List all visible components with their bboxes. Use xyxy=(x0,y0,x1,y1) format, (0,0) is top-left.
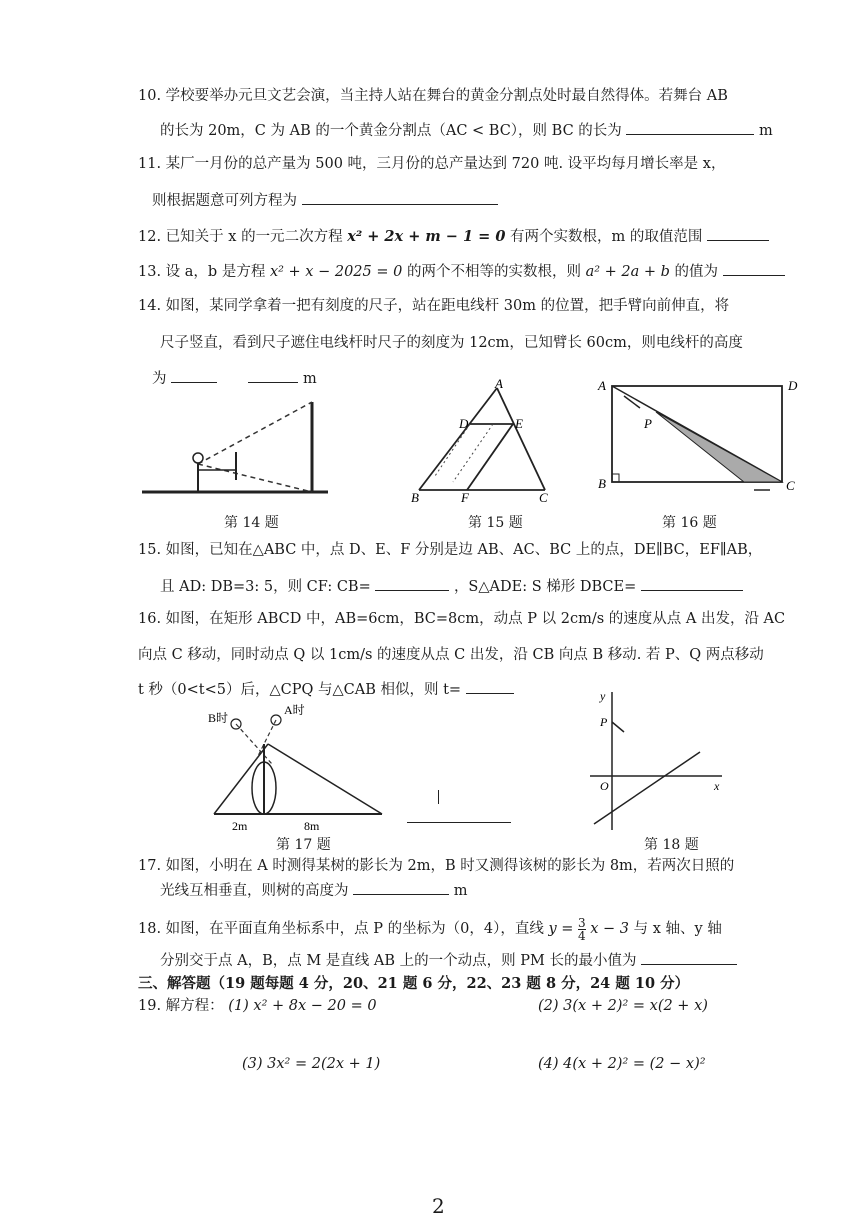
q10-answer-blank[interactable] xyxy=(626,120,754,135)
q18-text-b: 与 x 轴、y 轴 xyxy=(633,921,722,937)
q15-text-a: 且 AD: DB=3: 5，则 CF: CB= xyxy=(160,579,371,595)
q10-text: 的长为 20m，C 为 AB 的一个黄金分割点（AC < BC），则 BC 的长为 xyxy=(160,123,622,139)
q14-unit: m xyxy=(302,371,317,387)
pen-mark xyxy=(438,790,439,804)
q14-answer-blank-b[interactable] xyxy=(248,368,298,383)
q12-line xyxy=(138,226,769,247)
fig18-label-o: O xyxy=(600,779,609,793)
q11-line1: 11. 某厂一月份的总产量为 500 吨，三月份的总产量达到 720 吨. 设平均每月增长率是 x， xyxy=(138,156,726,172)
q15-answer-blank-a[interactable] xyxy=(375,576,449,591)
q14-line2: 尺子竖直，看到尺子遮住电线杆时尺子的刻度为 12cm，已知臂长 60cm，则电线杆的高度 xyxy=(160,335,743,351)
section-3-heading: 三、解答题（19 题每题 4 分，20、21 题 6 分，22、23 题 8 分，24 题 10 分） xyxy=(138,975,690,992)
q16-line1: 16. 如图，在矩形 ABCD 中，AB=6cm，BC=8cm，动点 P 以 2cm/s 的速度从点 A 出发，沿 AC xyxy=(138,611,786,627)
fig18-label-y: y xyxy=(600,689,606,703)
q11-line2 xyxy=(152,190,498,211)
q10-unit: m xyxy=(759,123,773,139)
q18-text-a: 18. 如图，在平面直角坐标系中，点 P 的坐标为（0，4），直线 xyxy=(138,921,544,937)
fig14-caption: 第 14 题 xyxy=(224,515,279,531)
fig18-label-p: P xyxy=(600,715,608,729)
q12-equation: x² + 2x + m − 1 = 0 xyxy=(347,228,506,245)
q11-answer-blank[interactable] xyxy=(302,190,498,205)
figure-15-diagram xyxy=(405,376,565,506)
q18-numerator: 3 xyxy=(578,915,586,930)
q10-line2 xyxy=(160,120,773,141)
fig17-caption: 第 17 题 xyxy=(276,837,331,853)
figure-14-diagram xyxy=(140,392,330,502)
q15-answer-blank-b[interactable] xyxy=(641,576,743,591)
q19-part2: (2) 3(x + 2)² = x(2 + x) xyxy=(538,998,708,1014)
q16-answer-blank[interactable] xyxy=(466,679,514,694)
fig18-label-x: x xyxy=(714,779,720,793)
q17-line2 xyxy=(160,880,467,901)
q13-equation: x² + x − 2025 = 0 xyxy=(269,264,403,280)
q13-expression: a² + 2a + b xyxy=(585,264,670,280)
q15-text-b: ，S△ADE: S 梯形 DBCE= xyxy=(453,579,637,595)
fig16-label-a: A xyxy=(598,378,606,393)
q15-line2 xyxy=(160,576,743,597)
fig15-label-b: B xyxy=(411,490,419,505)
q18-line2 xyxy=(160,950,737,971)
q19-part4: (4) 4(x + 2)² = (2 − x)² xyxy=(538,1056,706,1072)
q17-line1: 17. 如图，小明在 A 时测得某树的影长为 2m，B 时又测得该树的影长为 8m，若两次日照的 xyxy=(138,858,735,874)
fig15-label-f: F xyxy=(461,490,469,505)
q18-denominator: 4 xyxy=(578,928,586,943)
q14-line1: 14. 如图，某同学拿着一把有刻度的尺子，站在距电线杆 30m 的位置，把手臂向前伸直，将 xyxy=(138,298,730,314)
q16-line3 xyxy=(138,679,514,700)
fig15-label-d: D xyxy=(459,416,469,431)
figure-17-diagram xyxy=(206,700,396,840)
fig15-label-e: E xyxy=(515,416,523,431)
q19-line1 xyxy=(138,996,377,1016)
fig16-label-c: C xyxy=(786,478,795,493)
q18-answer-blank[interactable] xyxy=(641,950,737,965)
fig16-label-p: P xyxy=(644,416,652,431)
q15-line1: 15. 如图，已知在△ABC 中，点 D、E、F 分别是边 AB、AC、BC 上的点，DE∥BC，EF∥AB， xyxy=(138,542,763,558)
q11-text: 则根据题意可列方程为 xyxy=(152,193,297,209)
q14-answer-blank-a[interactable] xyxy=(171,368,217,383)
q18-line1 xyxy=(138,916,722,942)
q12-answer-blank[interactable] xyxy=(707,226,769,241)
page-number: 2 xyxy=(432,1194,445,1218)
q13-text-b: 的两个不相等的实数根，则 xyxy=(406,264,581,280)
figure-16-diagram xyxy=(594,376,814,506)
q17-side-blank[interactable] xyxy=(407,808,511,823)
fig16-label-b: B xyxy=(598,476,606,491)
q14-text: 为 xyxy=(152,371,167,387)
q12-text-a: 12. 已知关于 x 的一元二次方程 xyxy=(138,229,343,245)
q12-text-b: 有两个实数根，m 的取值范围 xyxy=(510,229,703,245)
fig17-label-b-time: B时 xyxy=(208,711,229,725)
fig15-label-c: C xyxy=(539,490,548,505)
q10-line1: 10. 学校要举办元旦文艺会演，当主持人站在舞台的黄金分割点处时最自然得体。若舞台 AB xyxy=(138,88,728,104)
q16-text: t 秒（0<t<5）后，△CPQ 与△CAB 相似，则 t= xyxy=(138,682,462,698)
q18-text: 分别交于点 A，B，点 M 是直线 AB 上的一个动点，则 PM 长的最小值为 xyxy=(160,953,637,969)
fig18-caption: 第 18 题 xyxy=(644,837,699,853)
q17-unit: m xyxy=(453,883,468,899)
q19-part3: (3) 3x² = 2(2x + 1) xyxy=(242,1056,381,1072)
q13-text-c: 的值为 xyxy=(674,264,719,280)
q13-line xyxy=(138,261,785,282)
fig15-label-a: A xyxy=(495,376,503,391)
q16-line2: 向点 C 移动，同时动点 Q 以 1cm/s 的速度从点 C 出发，沿 CB 向点 B 移动. 若 P、Q 两点移动 xyxy=(138,647,764,663)
q17-text: 光线互相垂直，则树的高度为 xyxy=(160,883,349,899)
q13-text-a: 13. 设 a，b 是方程 xyxy=(138,264,266,280)
q18-eq-y: y = xyxy=(548,921,574,937)
q18-fraction xyxy=(578,917,586,942)
fig15-caption: 第 15 题 xyxy=(468,515,523,531)
figure-18-diagram xyxy=(582,686,732,836)
q17-answer-blank[interactable] xyxy=(353,880,449,895)
q18-eq-rest: x − 3 xyxy=(590,921,630,937)
q19-heading: 19. 解方程： xyxy=(138,998,224,1014)
fig17-label-8m: 8m xyxy=(304,819,320,833)
q14-line3 xyxy=(152,368,317,389)
fig17-label-a-time: A时 xyxy=(284,703,305,717)
q19-part1: (1) x² + 8x − 20 = 0 xyxy=(228,998,377,1014)
fig16-label-d: D xyxy=(788,378,798,393)
fig16-caption: 第 16 题 xyxy=(662,515,717,531)
q13-answer-blank[interactable] xyxy=(723,261,785,276)
fig17-label-2m: 2m xyxy=(232,819,248,833)
